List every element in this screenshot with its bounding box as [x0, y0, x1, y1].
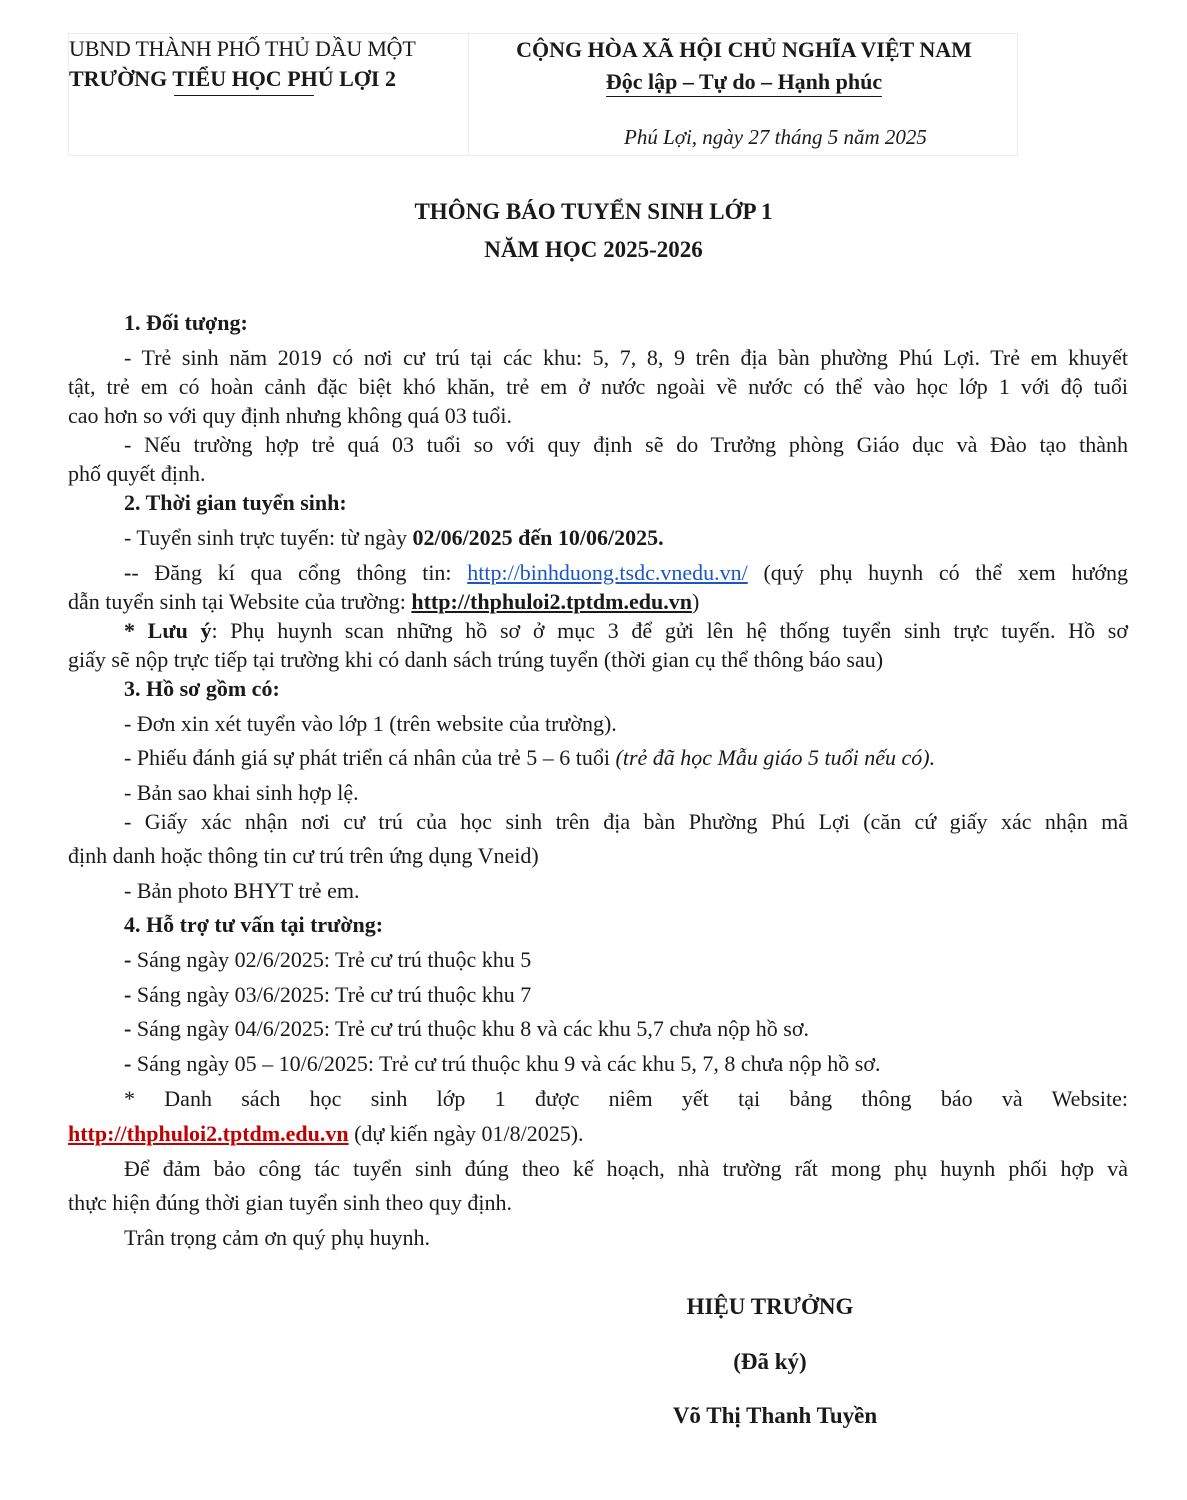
document-title: THÔNG BÁO TUYỂN SINH LỚP 1 — [414, 199, 773, 224]
school-website-link[interactable]: http://thphuloi2.tptdm.edu.vn — [411, 589, 692, 614]
document-item-2 — [68, 743, 1128, 772]
registration-portal-line — [68, 558, 1128, 587]
registration-dash: - — [124, 560, 132, 585]
section-3-heading: 3. Hồ sơ gồm có: — [124, 676, 280, 701]
registration-hint: (quý phụ huynh có thể xem hướng — [747, 560, 1128, 585]
online-period-label: - Tuyển sinh trực tuyến: từ ngày — [124, 525, 413, 550]
document-item-3: - Bản sao khai sinh hợp lệ. — [124, 780, 359, 805]
thanks-line: Trân trọng cảm ơn quý phụ huynh. — [124, 1225, 430, 1250]
document-subtitle: NĂM HỌC 2025-2026 — [484, 237, 703, 262]
signer-role: HIỆU TRƯỞNG — [686, 1294, 854, 1319]
registration-portal-link[interactable]: http://binhduong.tsdc.vnedu.vn/ — [467, 560, 748, 585]
online-registration-period — [68, 523, 1128, 552]
schedule-text: Sáng ngày 04/6/2025: Trẻ cư trú thuộc khu 8 và các khu 5,7 chưa nộp hồ sơ. — [136, 1016, 809, 1041]
document-item-2-text: - Phiếu đánh giá sự phát triển cá nhân của trẻ 5 – 6 tuổi — [124, 745, 616, 770]
national-motto — [469, 34, 1019, 98]
note-line-1 — [68, 616, 1128, 645]
signer-name: Võ Thị Thanh Tuyền — [672, 1403, 878, 1428]
registration-label: - Đăng kí qua cổng thông tin: — [131, 560, 468, 585]
consult-schedule-item — [68, 980, 1128, 1009]
consult-schedule-item — [68, 1049, 1128, 1078]
section-2-heading: 2. Thời gian tuyển sinh: — [124, 490, 347, 515]
section-1-heading: 1. Đối tượng: — [124, 310, 248, 335]
section-1-para-1-line-1: - Trẻ sinh năm 2019 có nơi cư trú tại các khu: 5, 7, 8, 9 trên địa bàn phường Phú Lợi. Trẻ em khuyết — [124, 345, 1128, 370]
school-website-close: ) — [691, 589, 700, 614]
note-label: * Lưu ý — [124, 618, 212, 643]
section-1-para-2-line-1: - Nếu trường hợp trẻ quá 03 tuổi so với quy định sẽ do Trưởng phòng Giáo dục và Đào tạo thành — [124, 432, 1128, 457]
schedule-dash: - — [124, 1051, 137, 1076]
issue-date: Phú Lợi, ngày 27 tháng 5 năm 2025 — [624, 125, 927, 149]
document-item-5: - Bản photo BHYT trẻ em. — [124, 878, 360, 903]
school-website-line — [68, 587, 1128, 616]
document-item-2-note: (trẻ đã học Mẫu giáo 5 tuổi nếu có). — [615, 745, 936, 770]
consult-schedule-item — [68, 1014, 1128, 1043]
document-item-1: - Đơn xin xét tuyển vào lớp 1 (trên website của trường). — [124, 711, 617, 736]
signed-note: (Đã ký) — [733, 1349, 807, 1374]
school-website-label: dẫn tuyển sinh tại Website của trường: — [68, 589, 412, 614]
schedule-dash: - — [124, 1016, 137, 1041]
section-4-heading: 4. Hỗ trợ tư vấn tại trường: — [124, 912, 384, 937]
issuing-organization — [69, 34, 468, 94]
list-expected-date: (dự kiến ngày 01/8/2025). — [348, 1121, 584, 1146]
note-line-2: giấy sẽ nộp trực tiếp tại trường khi có danh sách trúng tuyển (thời gian cụ thể thông báo sau) — [68, 647, 884, 672]
schedule-dash: - — [124, 982, 137, 1007]
note-text-1: : Phụ huynh scan những hồ sơ ở mục 3 để gửi lên hệ thống tuyển sinh trực tuyến. Hồ sơ — [211, 618, 1128, 643]
schedule-text: Sáng ngày 03/6/2025: Trẻ cư trú thuộc khu 7 — [136, 982, 532, 1007]
school-name: TRƯỜNG TIỂU HỌC PHÚ LỢI 2 — [69, 66, 396, 91]
country-name: CỘNG HÒA XÃ HỘI CHỦ NGHĨA VIỆT NAM — [516, 37, 972, 62]
org-line-1: UBND THÀNH PHỐ THỦ DẦU MỘT — [69, 36, 416, 61]
section-1-para-1-line-3: cao hơn so với quy định nhưng không quá 03 tuổi. — [68, 403, 512, 428]
document-item-4-line-2: định danh hoặc thông tin cư trú trên ứng dụng Vneid) — [68, 843, 539, 868]
schedule-text: Sáng ngày 02/6/2025: Trẻ cư trú thuộc khu 5 — [136, 947, 532, 972]
schedule-dash: - — [124, 947, 137, 972]
document-item-4-line-1: - Giấy xác nhận nơi cư trú của học sinh trên địa bàn Phường Phú Lợi (căn cứ giấy xác nhận mã — [124, 809, 1128, 834]
consult-schedule-item — [68, 945, 1128, 974]
document-header — [68, 33, 1018, 156]
school-name-underline — [174, 95, 314, 96]
list-website-link[interactable]: http://thphuloi2.tptdm.edu.vn — [68, 1121, 349, 1146]
section-1-para-2-line-2: phố quyết định. — [68, 461, 206, 486]
section-1-para-1-line-2: tật, trẻ em có hoàn cảnh đặc biệt khó khăn, trẻ em ở nước ngoài về nước có thể vào học lớp 1 với độ tuổi — [68, 374, 1128, 399]
online-period-dates: 02/06/2025 đến 10/06/2025. — [412, 525, 664, 550]
schedule-text: Sáng ngày 05 – 10/6/2025: Trẻ cư trú thuộc khu 9 và các khu 5, 7, 8 chưa nộp hồ sơ. — [136, 1051, 881, 1076]
closing-line-1: Để đảm bảo công tác tuyển sinh đúng theo kế hoạch, nhà trường rất mong phụ huynh phối hợp và — [124, 1156, 1128, 1181]
list-announcement-line-2 — [68, 1119, 1128, 1148]
list-announcement-line-1: * Danh sách học sinh lớp 1 được niêm yết tại bảng thông báo và Website: — [124, 1086, 1128, 1111]
motto: Độc lập – Tự do – Hạnh phúc — [606, 69, 882, 97]
closing-line-2: thực hiện đúng thời gian tuyển sinh theo quy định. — [68, 1190, 512, 1215]
